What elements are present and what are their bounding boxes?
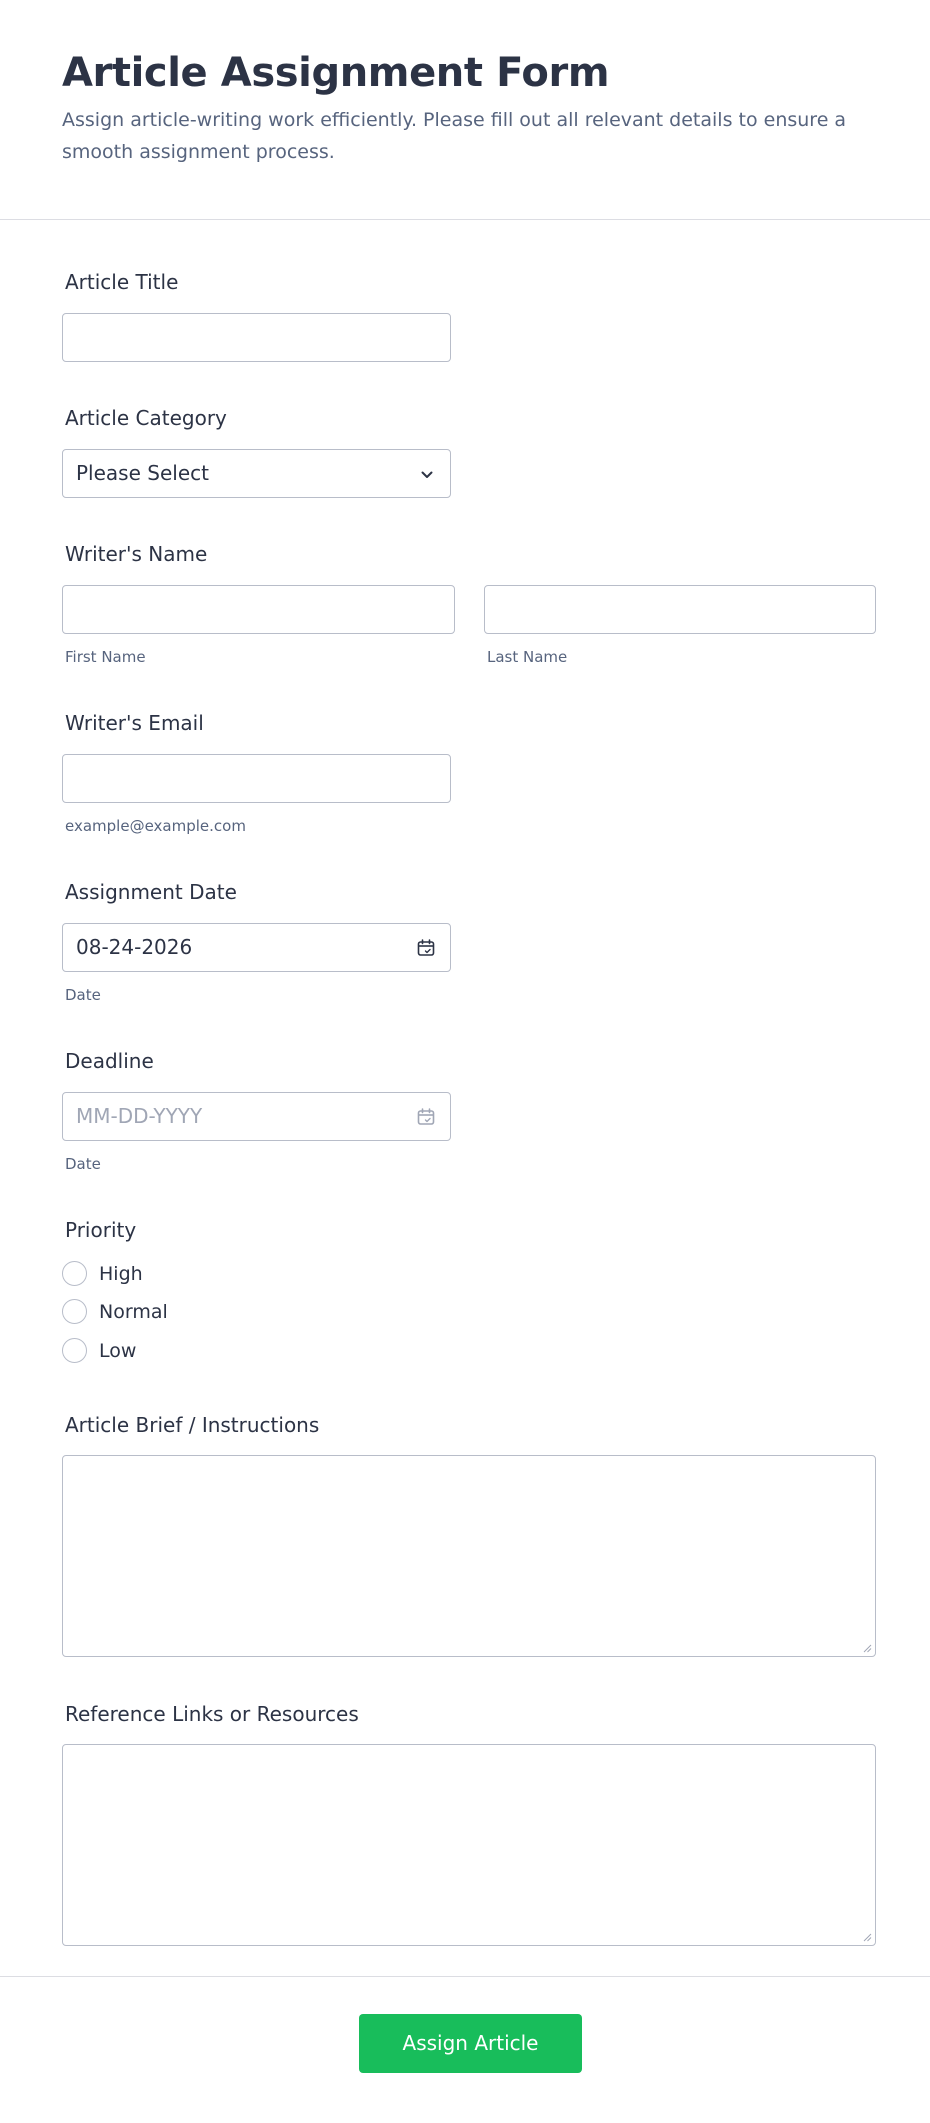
reference-links-label: Reference Links or Resources — [65, 1702, 359, 1726]
article-category-select[interactable] — [62, 449, 451, 498]
page-subtitle: Assign article-writing work efficiently. Please fill out all relevant details to ensure a smooth assignment process. — [62, 109, 847, 163]
article-title-input[interactable] — [62, 313, 451, 362]
priority-label: Priority — [65, 1218, 137, 1242]
assignment-date-input[interactable] — [62, 923, 451, 972]
resize-handle-icon[interactable] — [862, 1932, 872, 1942]
assignment-date-sublabel: Date — [65, 986, 101, 1004]
reference-links-textarea[interactable] — [62, 1744, 876, 1946]
article-category-label: Article Category — [65, 406, 227, 430]
radio-button[interactable] — [62, 1261, 87, 1286]
priority-option-label: Normal — [99, 1301, 168, 1323]
radio-button[interactable] — [62, 1338, 87, 1363]
last-name-input[interactable] — [484, 585, 876, 634]
writer-email-label: Writer's Email — [65, 711, 204, 735]
assignment-date-value: 08-24-2026 — [76, 935, 193, 959]
article-category-selected: Please Select — [76, 461, 209, 485]
article-brief-textarea[interactable] — [62, 1455, 876, 1657]
form-header — [0, 0, 930, 220]
article-brief-label: Article Brief / Instructions — [65, 1413, 320, 1437]
deadline-sublabel: Date — [65, 1155, 101, 1173]
page-title: Article Assignment Form — [62, 50, 610, 96]
deadline-input[interactable] — [62, 1092, 451, 1141]
deadline-label: Deadline — [65, 1049, 154, 1073]
first-name-input[interactable] — [62, 585, 455, 634]
assignment-date-label: Assignment Date — [65, 880, 237, 904]
article-title-label: Article Title — [65, 270, 179, 294]
deadline-placeholder: MM-DD-YYYY — [76, 1104, 203, 1128]
calendar-icon[interactable] — [416, 1107, 436, 1127]
first-name-sublabel: First Name — [65, 648, 146, 666]
radio-button[interactable] — [62, 1299, 87, 1324]
last-name-sublabel: Last Name — [487, 648, 568, 666]
writer-email-sublabel: example@example.com — [65, 817, 246, 835]
priority-option-label: Low — [99, 1340, 137, 1362]
writer-email-input[interactable] — [62, 754, 451, 803]
assign-article-button[interactable]: Assign Article — [359, 2014, 582, 2073]
footer-divider — [0, 1976, 930, 1977]
chevron-down-icon — [418, 466, 436, 484]
priority-option-label: High — [99, 1263, 143, 1285]
calendar-icon[interactable] — [416, 938, 436, 958]
writer-name-label: Writer's Name — [65, 542, 208, 566]
resize-handle-icon[interactable] — [862, 1643, 872, 1653]
